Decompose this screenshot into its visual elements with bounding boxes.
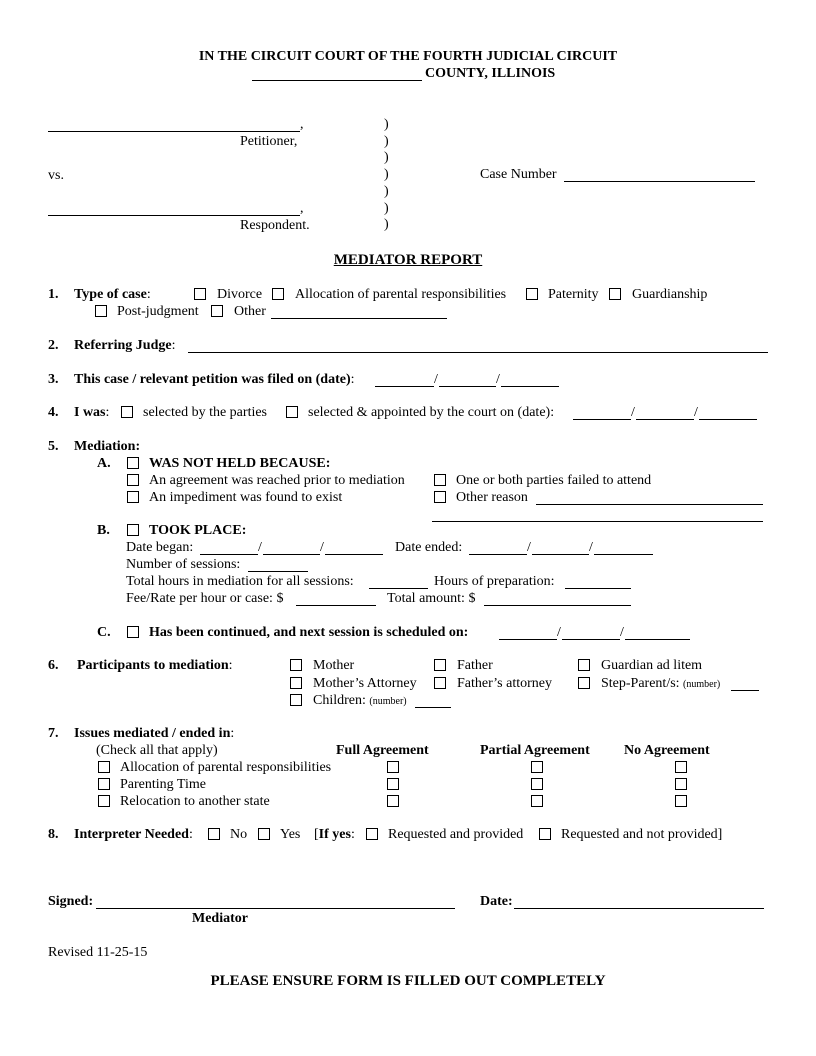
- checkbox-not-held[interactable]: [127, 457, 139, 469]
- signed-label: Signed:: [48, 894, 94, 909]
- impediment-label: An impediment was found to exist: [149, 490, 343, 505]
- vs-label: vs.: [48, 168, 64, 183]
- ended-month-field[interactable]: [469, 554, 527, 555]
- check-all-note: (Check all that apply): [96, 743, 218, 758]
- prep-hours-field[interactable]: [565, 588, 631, 589]
- children-count-field[interactable]: [415, 707, 451, 708]
- checkbox-selected-by-parties[interactable]: [121, 406, 133, 418]
- next-month-field[interactable]: [499, 639, 557, 640]
- checkbox-post-judgment[interactable]: [95, 305, 107, 317]
- checkbox-divorce[interactable]: [194, 288, 206, 300]
- checkbox-allocation-none[interactable]: [675, 761, 687, 773]
- issue-allocation-label: Allocation of parental responsibilities: [120, 760, 332, 775]
- checkbox-allocation[interactable]: [272, 288, 284, 300]
- respondent-name-line: [48, 215, 300, 216]
- checkbox-parenting-full[interactable]: [387, 778, 399, 790]
- checkbox-guardian-ad-litem[interactable]: [578, 659, 590, 671]
- revised-date: Revised 11-25-15: [48, 945, 148, 960]
- issue-relocation-label: Relocation to another state: [120, 794, 270, 809]
- caption-parens: ) ) ) ) ) ) ): [384, 117, 389, 233]
- began-slash-2: /: [320, 540, 324, 555]
- filed-year-field[interactable]: [501, 386, 559, 387]
- checkbox-father[interactable]: [434, 659, 446, 671]
- fee-field[interactable]: [296, 605, 376, 606]
- s1-label-wrap: Type of case:: [74, 287, 151, 302]
- guardianship-label: Guardianship: [632, 287, 708, 302]
- appointed-day-field[interactable]: [636, 419, 694, 420]
- post-judgment-label: Post-judgment: [117, 304, 199, 319]
- next-slash-1: /: [557, 625, 561, 640]
- s3-label-wrap: This case / relevant petition was filed on (date):: [74, 372, 355, 387]
- s6-number: 6.: [48, 658, 59, 673]
- page-title: MEDIATOR REPORT: [333, 252, 483, 268]
- checkbox-took-place[interactable]: [127, 524, 139, 536]
- date-ended-label: Date ended:: [395, 540, 463, 555]
- s1-number: 1.: [48, 287, 59, 302]
- other-reason-field-2[interactable]: [432, 521, 763, 522]
- took-place-title: TOOK PLACE:: [149, 523, 247, 538]
- divorce-label: Divorce: [217, 287, 263, 302]
- checkbox-failed-to-attend[interactable]: [434, 474, 446, 486]
- checkbox-relocation-full[interactable]: [387, 795, 399, 807]
- other-reason-field[interactable]: [536, 504, 763, 505]
- allocation-label: Allocation of parental responsibilities: [295, 287, 507, 302]
- father-label: Father: [457, 658, 493, 673]
- total-amount-label: Total amount: $: [387, 591, 476, 606]
- next-year-field[interactable]: [625, 639, 690, 640]
- requested-provided-label: Requested and provided: [388, 827, 524, 842]
- s4-label-wrap: I was:: [74, 405, 110, 420]
- ended-slash-1: /: [527, 540, 531, 555]
- s8-label-wrap: Interpreter Needed:: [74, 827, 193, 842]
- checkbox-issue-parenting-time[interactable]: [98, 778, 110, 790]
- s8-number: 8.: [48, 827, 59, 842]
- s5c-letter: C.: [97, 625, 111, 640]
- total-hours-label: Total hours in mediation for all sessions:: [126, 574, 354, 589]
- sessions-label: Number of sessions:: [126, 557, 241, 572]
- col-no-agreement: No Agreement: [624, 743, 710, 758]
- county-blank-line: [252, 80, 422, 81]
- s6-label-wrap: Participants to mediation:: [77, 658, 233, 673]
- failed-to-attend-label: One or both parties failed to attend: [456, 473, 652, 488]
- checkbox-relocation-partial[interactable]: [531, 795, 543, 807]
- sessions-field[interactable]: [248, 571, 308, 572]
- began-year-field[interactable]: [325, 554, 383, 555]
- signature-field[interactable]: [96, 908, 455, 909]
- petitioner-label: Petitioner,: [240, 134, 298, 149]
- checkbox-requested-provided[interactable]: [366, 828, 378, 840]
- s4-number: 4.: [48, 405, 59, 420]
- next-day-field[interactable]: [562, 639, 620, 640]
- mothers-attorney-label: Mother’s Attorney: [313, 676, 417, 691]
- respondent-comma: ,: [300, 201, 304, 216]
- checkbox-other-case[interactable]: [211, 305, 223, 317]
- checkbox-relocation-none[interactable]: [675, 795, 687, 807]
- appointed-month-field[interactable]: [573, 419, 631, 420]
- s7-label-wrap: Issues mediated / ended in:: [74, 726, 235, 741]
- date-began-label: Date began:: [126, 540, 194, 555]
- completion-notice: PLEASE ENSURE FORM IS FILLED OUT COMPLETELY: [210, 973, 606, 989]
- checkbox-allocation-full[interactable]: [387, 761, 399, 773]
- ended-year-field[interactable]: [594, 554, 653, 555]
- filed-slash-1: /: [434, 372, 438, 387]
- checkbox-issue-relocation[interactable]: [98, 795, 110, 807]
- requested-not-provided-label: Requested and not provided]: [561, 827, 723, 842]
- filed-day-field[interactable]: [439, 386, 496, 387]
- other-case-label: Other: [234, 304, 266, 319]
- checkbox-guardianship[interactable]: [609, 288, 621, 300]
- prep-hours-label: Hours of preparation:: [434, 574, 555, 589]
- step-parent-label: Step-Parent/s: (number): [601, 676, 721, 691]
- selected-by-parties-label: selected by the parties: [143, 405, 268, 420]
- filed-month-field[interactable]: [375, 386, 434, 387]
- checkbox-fathers-attorney[interactable]: [434, 677, 446, 689]
- total-amount-field[interactable]: [484, 605, 631, 606]
- fathers-attorney-label: Father’s attorney: [457, 676, 552, 691]
- checkbox-appointed-by-court[interactable]: [286, 406, 298, 418]
- checkbox-continued[interactable]: [127, 626, 139, 638]
- s7-number: 7.: [48, 726, 59, 741]
- s5b-letter: B.: [97, 523, 110, 538]
- checkbox-interpreter-no[interactable]: [208, 828, 220, 840]
- checkbox-requested-not-provided[interactable]: [539, 828, 551, 840]
- mother-label: Mother: [313, 658, 355, 673]
- guardian-ad-litem-label: Guardian ad litem: [601, 658, 703, 673]
- case-number-field[interactable]: [564, 181, 755, 182]
- paternity-label: Paternity: [548, 287, 599, 302]
- appointed-by-court-label: selected & appointed by the court on (date):: [308, 405, 555, 420]
- began-day-field[interactable]: [263, 554, 320, 555]
- court-heading: IN THE CIRCUIT COURT OF THE FOURTH JUDICIAL CIRCUIT: [198, 49, 618, 64]
- other-case-field[interactable]: [271, 318, 447, 319]
- filed-slash-2: /: [496, 372, 500, 387]
- signature-date-field[interactable]: [514, 908, 764, 909]
- checkbox-allocation-partial[interactable]: [531, 761, 543, 773]
- checkbox-impediment[interactable]: [127, 491, 139, 503]
- appointed-slash-1: /: [631, 405, 635, 420]
- children-label: Children: (number): [313, 693, 407, 708]
- not-held-title: WAS NOT HELD BECAUSE:: [149, 456, 331, 471]
- petitioner-name-line: [48, 131, 300, 132]
- checkbox-agreement-reached[interactable]: [127, 474, 139, 486]
- respondent-label: Respondent.: [240, 218, 310, 233]
- interpreter-yes-label: Yes: [280, 827, 301, 842]
- checkbox-children[interactable]: [290, 694, 302, 706]
- agreement-reached-label: An agreement was reached prior to mediation: [149, 473, 405, 488]
- s5a-letter: A.: [97, 456, 111, 471]
- checkbox-parenting-none[interactable]: [675, 778, 687, 790]
- appointed-slash-2: /: [694, 405, 698, 420]
- s2-number: 2.: [48, 338, 59, 353]
- checkbox-mother[interactable]: [290, 659, 302, 671]
- s2-label-wrap: Referring Judge:: [74, 338, 176, 353]
- col-partial-agreement: Partial Agreement: [480, 743, 590, 758]
- ended-slash-2: /: [589, 540, 593, 555]
- continued-title: Has been continued, and next session is scheduled on:: [149, 625, 469, 640]
- case-number-label: Case Number: [480, 167, 557, 182]
- if-yes-label: [If yes:: [314, 827, 355, 842]
- s5-label: Mediation:: [74, 439, 141, 454]
- s5-number: 5.: [48, 439, 59, 454]
- checkbox-paternity[interactable]: [526, 288, 538, 300]
- checkbox-parenting-partial[interactable]: [531, 778, 543, 790]
- petitioner-comma: ,: [300, 117, 304, 132]
- interpreter-no-label: No: [230, 827, 248, 842]
- fee-label: Fee/Rate per hour or case: $: [126, 591, 284, 606]
- mediator-label: Mediator: [192, 911, 248, 926]
- began-month-field[interactable]: [200, 554, 258, 555]
- total-hours-field[interactable]: [369, 588, 428, 589]
- col-full-agreement: Full Agreement: [336, 743, 429, 758]
- checkbox-other-reason[interactable]: [434, 491, 446, 503]
- checkbox-step-parent[interactable]: [578, 677, 590, 689]
- county-heading: COUNTY, ILLINOIS: [425, 66, 556, 81]
- step-parent-count-field[interactable]: [731, 690, 759, 691]
- issue-parenting-time-label: Parenting Time: [120, 777, 206, 792]
- checkbox-issue-allocation[interactable]: [98, 761, 110, 773]
- appointed-year-field[interactable]: [699, 419, 757, 420]
- checkbox-interpreter-yes[interactable]: [258, 828, 270, 840]
- checkbox-mothers-attorney[interactable]: [290, 677, 302, 689]
- referring-judge-field[interactable]: [188, 352, 768, 353]
- ended-day-field[interactable]: [532, 554, 589, 555]
- next-slash-2: /: [620, 625, 624, 640]
- date-label: Date:: [480, 894, 513, 909]
- s3-number: 3.: [48, 372, 59, 387]
- other-reason-label: Other reason: [456, 490, 528, 505]
- began-slash-1: /: [258, 540, 262, 555]
